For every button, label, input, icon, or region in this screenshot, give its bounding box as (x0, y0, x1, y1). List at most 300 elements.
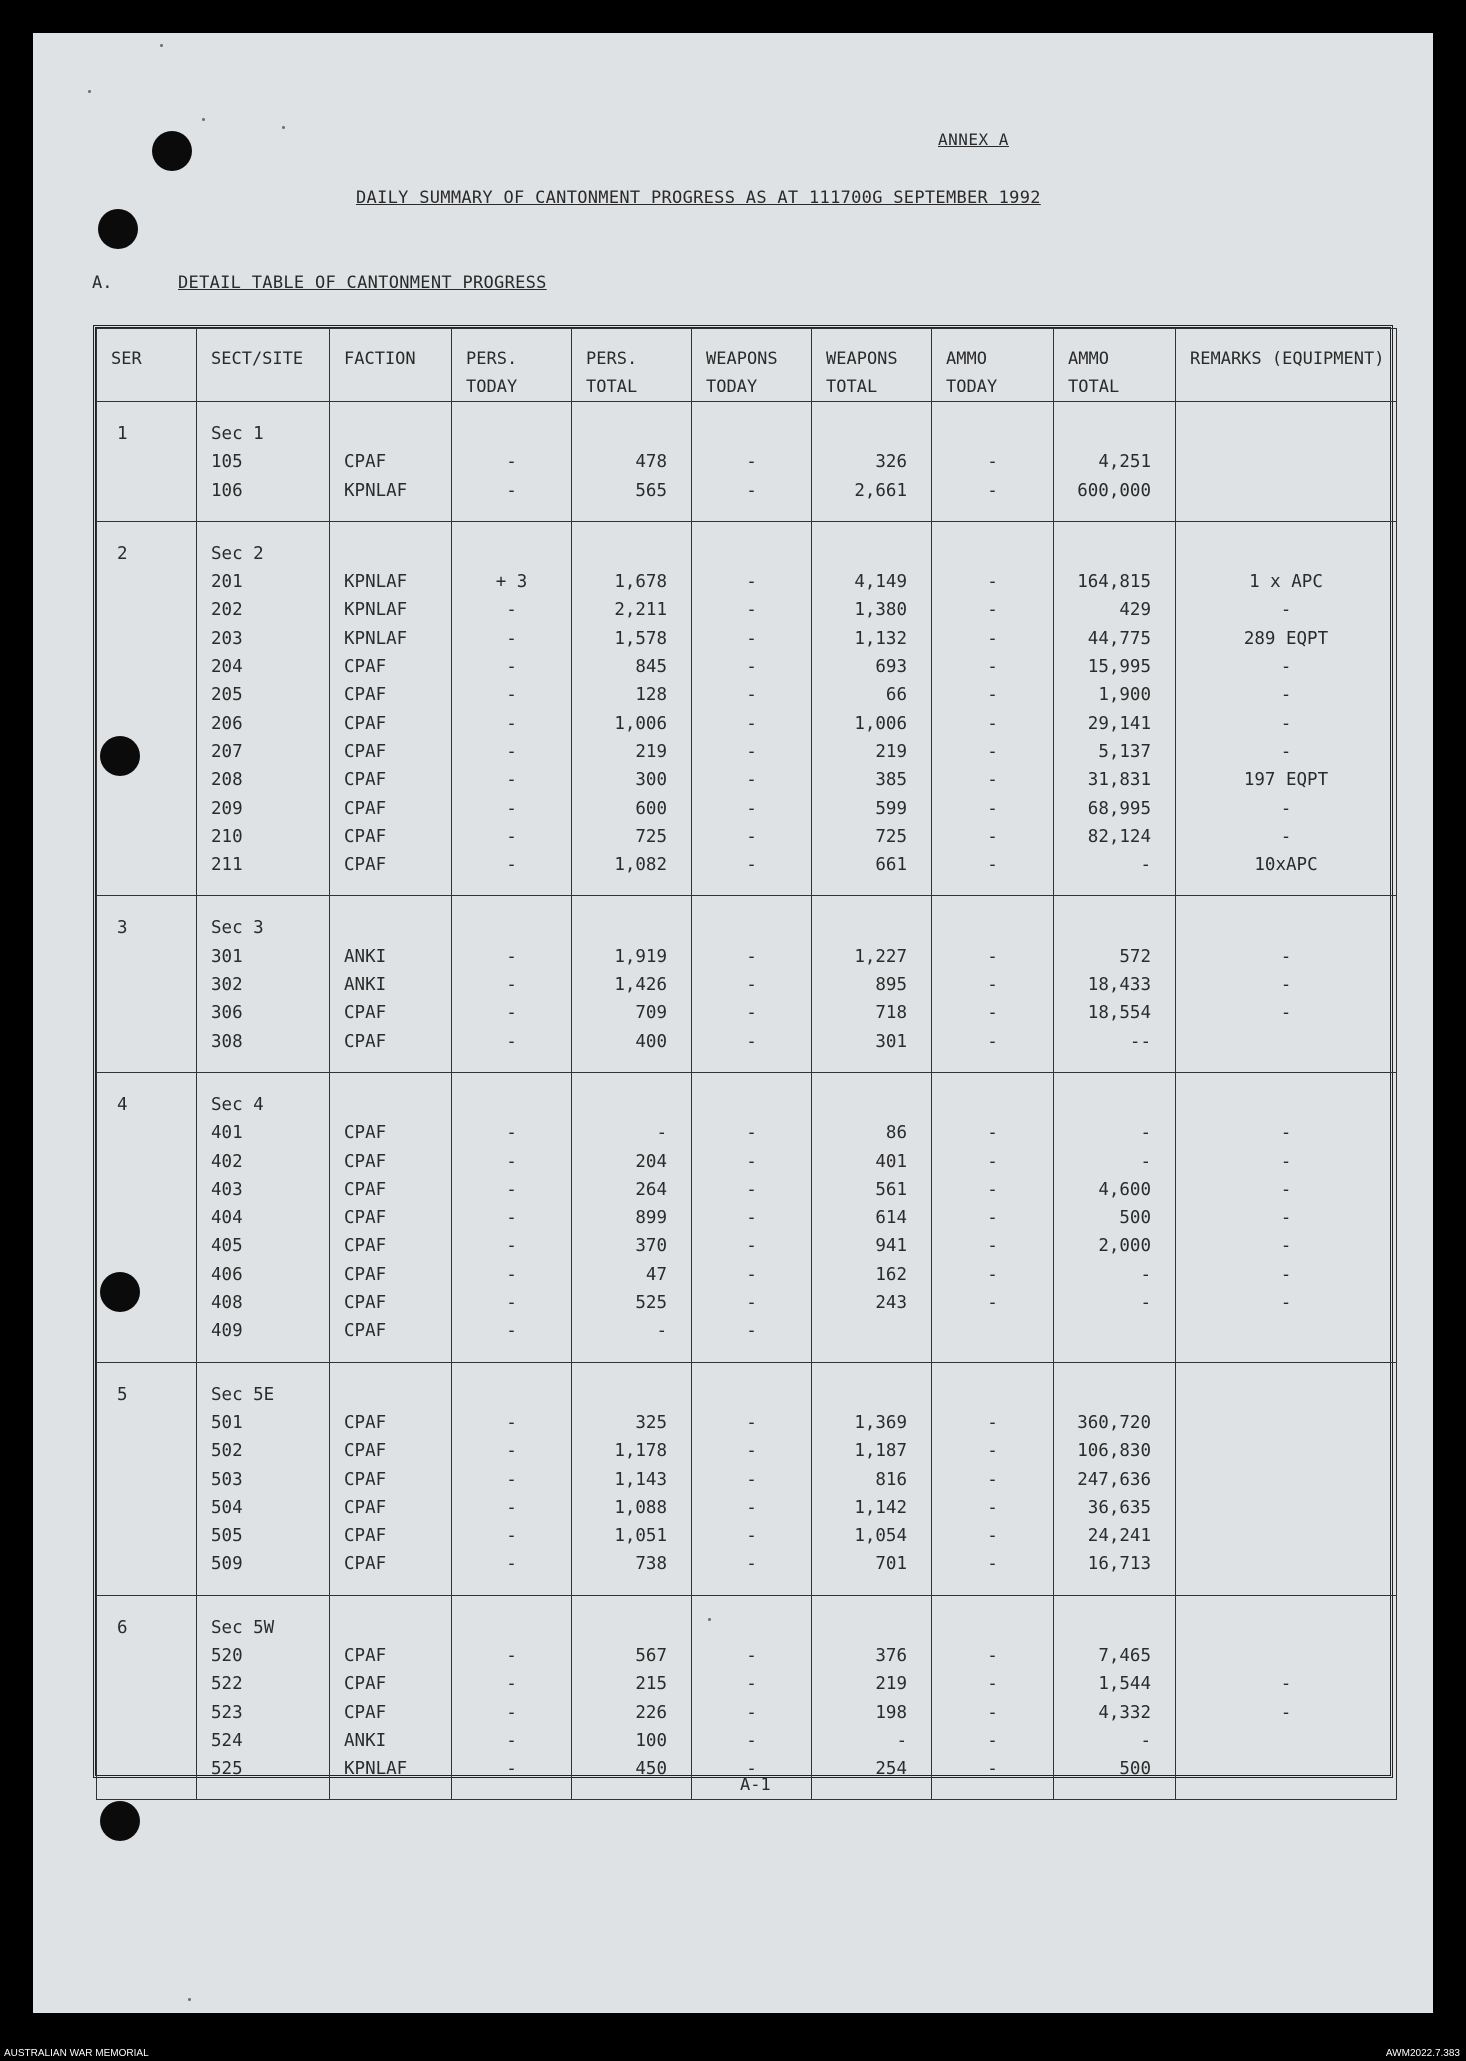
cell-weapons-today: - (746, 1645, 757, 1666)
spacer-line (692, 1091, 811, 1119)
cell-ammo-today: - (987, 975, 998, 996)
cell-pers-total: 1,143 (614, 1469, 667, 1490)
cell-ammo-today: - (987, 572, 998, 593)
cell-remarks-column (1176, 521, 1397, 896)
cell-site: 204 (211, 657, 243, 678)
cell-site: 524 (211, 1730, 243, 1751)
cell-faction: ANKI (344, 946, 387, 967)
spacer-line (572, 1381, 691, 1409)
spacer-line (932, 420, 1053, 448)
cell-faction: CPAF (344, 452, 387, 473)
cell-pers-total: 1,426 (614, 975, 667, 996)
cell-weapons-total: 301 (875, 1031, 907, 1052)
cell-pers-total: 565 (635, 480, 667, 501)
cell-pers-today: - (506, 1526, 517, 1547)
spacer-line (692, 914, 811, 942)
cell-ammo-today: - (987, 798, 998, 819)
cell-remarks-column (1176, 1595, 1397, 1800)
table-row-group (97, 1072, 1397, 1362)
cell-site: 105 (211, 452, 243, 473)
cell-pers-total: 215 (635, 1674, 667, 1695)
cell-ser (97, 896, 197, 1072)
cell-faction: CPAF (344, 1264, 387, 1285)
cell-pers-today: - (506, 770, 517, 791)
cell-site-column (197, 1362, 330, 1595)
cell-ammo-total-column (1054, 896, 1176, 1072)
cell-ammo-total: 1,900 (1098, 685, 1151, 706)
spacer-line (692, 540, 811, 568)
cell-pers-total: 1,678 (614, 572, 667, 593)
cell-ammo-today: - (987, 1151, 998, 1172)
cell-weapons-total (812, 1317, 931, 1345)
cell-site: 408 (211, 1293, 243, 1314)
cell-weapons-total: 2,661 (854, 480, 907, 501)
cell-weapons-today: - (746, 1702, 757, 1723)
cell-pers-today: - (506, 1674, 517, 1695)
cell-ammo-total: 360,720 (1077, 1412, 1151, 1433)
cell-ammo-total: 106,830 (1077, 1441, 1151, 1462)
spacer-line (572, 540, 691, 568)
cell-pers-total: 300 (635, 770, 667, 791)
cell-site: 208 (211, 770, 243, 791)
cell-ammo-today: - (987, 1264, 998, 1285)
cell-faction: KPNLAF (344, 480, 408, 501)
cell-weapons-total-column (812, 1072, 932, 1362)
cell-weapons-today: - (746, 657, 757, 678)
cell-pers-total: 264 (635, 1179, 667, 1200)
cell-weapons-today: - (746, 770, 757, 791)
cell-ammo-today: - (987, 1179, 998, 1200)
cell-pers-total: 525 (635, 1293, 667, 1314)
sector-label: Sec 2 (211, 543, 264, 564)
cell-ammo-total: 500 (1119, 1208, 1151, 1229)
cell-ammo-today: - (987, 946, 998, 967)
cell-faction: CPAF (344, 1497, 387, 1518)
cell-ammo-today: - (987, 657, 998, 678)
cell-ammo-today: - (987, 1236, 998, 1257)
cell-ammo-total: - (1140, 1293, 1151, 1314)
cell-pers-today: - (506, 628, 517, 649)
cell-weapons-total-column (812, 1362, 932, 1595)
spacer-line (1176, 1614, 1396, 1642)
cell-ammo-today (932, 1317, 1053, 1345)
cell-remarks (1176, 1522, 1396, 1550)
cell-weapons-today-column (692, 521, 812, 896)
cell-remarks (1176, 448, 1396, 476)
cell-remarks-column (1176, 1072, 1397, 1362)
spacer-line (1054, 1614, 1175, 1642)
cell-weapons-total: 254 (875, 1759, 907, 1780)
cell-ammo-total: 24,241 (1087, 1526, 1151, 1547)
section-letter: A. (92, 273, 113, 293)
cell-pers-today: - (506, 452, 517, 473)
cell-weapons-today: - (746, 1674, 757, 1695)
ser-number: 5 (117, 1384, 128, 1405)
cell-ammo-today-column (932, 896, 1054, 1072)
header-row (97, 329, 1397, 402)
cell-pers-total: 1,578 (614, 628, 667, 649)
cell-remarks: - (1280, 713, 1292, 734)
cell-weapons-total: 66 (885, 685, 907, 706)
cell-weapons-today: - (746, 798, 757, 819)
cell-site: 106 (211, 480, 243, 501)
cell-faction-column (330, 1072, 452, 1362)
cell-pers-today: - (506, 1497, 517, 1518)
table-row-group (97, 402, 1397, 522)
cell-ammo-total-column (1054, 1362, 1176, 1595)
cell-weapons-total: 816 (875, 1469, 907, 1490)
cell-pers-total-column (572, 1072, 692, 1362)
cell-weapons-total: 561 (875, 1179, 907, 1200)
cell-site: 402 (211, 1151, 243, 1172)
cell-site: 210 (211, 826, 243, 847)
cell-faction: CPAF (344, 685, 387, 706)
paper-speck (88, 90, 91, 93)
cell-ammo-today: - (987, 1031, 998, 1052)
cell-weapons-total: 693 (875, 657, 907, 678)
cell-faction: CPAF (344, 1179, 387, 1200)
cell-weapons-today-column (692, 402, 812, 522)
spacer-line (812, 540, 931, 568)
cell-faction: CPAF (344, 1674, 387, 1695)
paper-speck (160, 44, 163, 47)
cell-ammo-today: - (987, 685, 998, 706)
cell-pers-today: - (506, 946, 517, 967)
cell-pers-today: - (506, 1759, 517, 1780)
cell-ammo-total-column (1054, 1072, 1176, 1362)
cell-remarks: - (1280, 946, 1292, 967)
cell-faction: CPAF (344, 855, 387, 876)
spacer-line (812, 420, 931, 448)
cell-weapons-today: - (746, 1730, 757, 1751)
cell-pers-today: - (506, 975, 517, 996)
cell-ser (97, 1362, 197, 1595)
cell-pers-total: 709 (635, 1003, 667, 1024)
cell-site: 209 (211, 798, 243, 819)
cell-weapons-today-column (692, 1072, 812, 1362)
cell-pers-today-column (452, 1072, 572, 1362)
cell-pers-total: 1,051 (614, 1526, 667, 1547)
cell-weapons-total: 219 (875, 741, 907, 762)
cell-site: 306 (211, 1003, 243, 1024)
cell-pers-total: 1,088 (614, 1497, 667, 1518)
cell-ammo-total: 68,995 (1087, 798, 1151, 819)
cell-ammo-total: -- (1129, 1031, 1151, 1052)
spacer-line (1054, 420, 1175, 448)
table-row-group (97, 896, 1397, 1072)
cell-remarks: - (1280, 657, 1292, 678)
cell-ammo-total: 429 (1119, 600, 1151, 621)
cell-remarks: - (1280, 1179, 1292, 1200)
punch-hole (100, 1801, 140, 1841)
cell-pers-total-column (572, 896, 692, 1072)
cell-site: 504 (211, 1497, 243, 1518)
cell-weapons-total: 941 (875, 1236, 907, 1257)
spacer-line (932, 540, 1053, 568)
cell-site: 406 (211, 1264, 243, 1285)
cell-ammo-total: 82,124 (1087, 826, 1151, 847)
cell-ammo-today: - (987, 1293, 998, 1314)
cell-pers-total: 725 (635, 826, 667, 847)
footer-left: AUSTRALIAN WAR MEMORIAL (4, 2048, 149, 2059)
paper-speck (202, 118, 205, 121)
cell-pers-total: 450 (635, 1759, 667, 1780)
cell-pers-today: - (506, 480, 517, 501)
cell-weapons-total-column (812, 402, 932, 522)
cell-pers-total: 2,211 (614, 600, 667, 621)
header-sect-site: SECT/SITE (197, 329, 330, 402)
cell-remarks: 10xAPC (1254, 855, 1318, 876)
cell-weapons-today: - (746, 855, 757, 876)
cell-weapons-today: - (746, 628, 757, 649)
spacer-line (572, 420, 691, 448)
cell-weapons-today: - (746, 1031, 757, 1052)
cell-ammo-total: 18,554 (1087, 1003, 1151, 1024)
cell-pers-today: - (506, 1412, 517, 1433)
cell-remarks: - (1280, 1208, 1292, 1229)
cell-site: 520 (211, 1645, 243, 1666)
cell-pers-today-column (452, 1595, 572, 1800)
cell-remarks (1176, 1466, 1396, 1494)
cell-weapons-total: 376 (875, 1645, 907, 1666)
spacer-line (1054, 540, 1175, 568)
cell-faction-column (330, 1362, 452, 1595)
cell-pers-today: - (506, 600, 517, 621)
cell-ammo-total: 5,137 (1098, 741, 1151, 762)
cell-weapons-total: 219 (875, 1674, 907, 1695)
cell-remarks: - (1280, 685, 1292, 706)
cell-ammo-today: - (987, 826, 998, 847)
cell-ammo-today-column (932, 1595, 1054, 1800)
cell-ammo-total: - (1140, 1730, 1151, 1751)
cell-pers-today: - (506, 1702, 517, 1723)
cell-ammo-total: 247,636 (1077, 1469, 1151, 1490)
cell-weapons-today: - (746, 480, 757, 501)
header-pers-today: PERS. TODAY (452, 329, 572, 402)
cell-faction: KPNLAF (344, 1759, 408, 1780)
cell-site: 203 (211, 628, 243, 649)
cell-pers-total: - (656, 1321, 667, 1342)
cell-pers-total: - (656, 1123, 667, 1144)
cell-remarks: - (1280, 1293, 1292, 1314)
cell-remarks (1176, 1550, 1396, 1578)
cell-remarks: - (1280, 1702, 1292, 1723)
cell-pers-total: 128 (635, 685, 667, 706)
cell-weapons-total-column (812, 521, 932, 896)
spacer-line (932, 914, 1053, 942)
cell-ammo-today-column (932, 1072, 1054, 1362)
cell-faction-column (330, 1595, 452, 1800)
cell-weapons-today: - (746, 1469, 757, 1490)
cell-ammo-today: - (987, 452, 998, 473)
cell-pers-today: - (506, 1645, 517, 1666)
cell-remarks (1176, 1409, 1396, 1437)
cell-faction: KPNLAF (344, 628, 408, 649)
cell-weapons-total-column (812, 1595, 932, 1800)
spacer-line (572, 1614, 691, 1642)
cell-ammo-total: 164,815 (1077, 572, 1151, 593)
spacer-line (692, 1381, 811, 1409)
cell-weapons-today: - (746, 713, 757, 734)
spacer-line (330, 914, 451, 942)
cell-remarks: - (1280, 1236, 1292, 1257)
cell-weapons-total: 4,149 (854, 572, 907, 593)
cell-ammo-today: - (987, 1645, 998, 1666)
cell-remarks (1176, 1494, 1396, 1522)
cell-ammo-total: 16,713 (1087, 1554, 1151, 1575)
header-weapons-today: WEAPONS TODAY (692, 329, 812, 402)
cell-remarks (1176, 477, 1396, 505)
cell-weapons-today: - (746, 1236, 757, 1257)
cell-weapons-today: - (746, 826, 757, 847)
cell-ammo-today: - (987, 1730, 998, 1751)
cell-pers-today: - (506, 741, 517, 762)
cell-ammo-today: - (987, 1497, 998, 1518)
cell-ser (97, 521, 197, 896)
cell-remarks-column (1176, 402, 1397, 522)
spacer-line (572, 914, 691, 942)
header-ser: SER (97, 329, 197, 402)
cell-faction: CPAF (344, 1003, 387, 1024)
cell-ammo-today: - (987, 1441, 998, 1462)
cell-faction: ANKI (344, 975, 387, 996)
cell-pers-total-column (572, 1595, 692, 1800)
cell-pers-today-column (452, 896, 572, 1072)
cell-faction: CPAF (344, 1236, 387, 1257)
cell-weapons-today: - (746, 1123, 757, 1144)
cell-remarks: - (1280, 1264, 1292, 1285)
cell-pers-total: 1,082 (614, 855, 667, 876)
cell-site: 501 (211, 1412, 243, 1433)
cell-weapons-total: 725 (875, 826, 907, 847)
cell-remarks: 1 x APC (1249, 572, 1323, 593)
cell-ammo-total: - (1140, 855, 1151, 876)
document-title: DAILY SUMMARY OF CANTONMENT PROGRESS AS AT 111700G SEPTEMBER 1992 (356, 188, 1041, 208)
spacer-line (452, 540, 571, 568)
cell-ammo-today: - (987, 1003, 998, 1024)
cell-ammo-today: - (987, 741, 998, 762)
cell-weapons-today: - (746, 452, 757, 473)
cell-weapons-total: 701 (875, 1554, 907, 1575)
spacer-line (932, 1381, 1053, 1409)
table-body (97, 402, 1397, 1800)
cell-pers-today: - (506, 685, 517, 706)
cell-faction: CPAF (344, 1441, 387, 1462)
spacer-line (452, 1091, 571, 1119)
cell-ammo-total: 31,831 (1087, 770, 1151, 791)
spacer-line (1054, 1091, 1175, 1119)
cell-site-column (197, 402, 330, 522)
cell-ammo-today: - (987, 1674, 998, 1695)
cell-remarks: - (1280, 1123, 1292, 1144)
cell-site: 401 (211, 1123, 243, 1144)
cell-weapons-total: 1,132 (854, 628, 907, 649)
cell-weapons-today: - (746, 1412, 757, 1433)
cell-pers-total: 100 (635, 1730, 667, 1751)
cell-ammo-today: - (987, 770, 998, 791)
cell-remarks: 197 EQPT (1243, 770, 1329, 791)
cell-remarks: - (1280, 798, 1292, 819)
cell-pers-total: 567 (635, 1645, 667, 1666)
cell-ammo-total: 4,600 (1098, 1179, 1151, 1200)
cell-weapons-total: 1,187 (854, 1441, 907, 1462)
cell-ammo-today: - (987, 713, 998, 734)
annex-label: ANNEX A (938, 130, 1009, 149)
cell-pers-today: - (506, 1554, 517, 1575)
cell-weapons-total: 614 (875, 1208, 907, 1229)
cell-ammo-total: 572 (1119, 946, 1151, 967)
cell-weapons-today: - (746, 975, 757, 996)
cell-weapons-today: - (746, 1293, 757, 1314)
header-pers-total: PERS. TOTAL (572, 329, 692, 402)
cell-ammo-total: - (1140, 1123, 1151, 1144)
cantonment-table-frame (93, 325, 1393, 1778)
table-row-group (97, 1595, 1397, 1800)
cell-faction: CPAF (344, 1702, 387, 1723)
cell-ammo-today: - (987, 855, 998, 876)
cell-remarks (1176, 1755, 1396, 1783)
cell-faction: CPAF (344, 713, 387, 734)
cell-pers-today: - (506, 1151, 517, 1172)
spacer-line (330, 420, 451, 448)
cell-faction: CPAF (344, 1208, 387, 1229)
cell-site: 403 (211, 1179, 243, 1200)
ser-number: 6 (117, 1617, 128, 1638)
spacer-line (452, 1614, 571, 1642)
cell-pers-total: 400 (635, 1031, 667, 1052)
cell-faction-column (330, 896, 452, 1072)
cell-site-column (197, 1072, 330, 1362)
spacer-line (1176, 420, 1396, 448)
cell-pers-today: - (506, 1123, 517, 1144)
cell-weapons-today: - (746, 600, 757, 621)
cell-weapons-total-column (812, 896, 932, 1072)
cell-ammo-today: - (987, 1123, 998, 1144)
cell-faction: CPAF (344, 1031, 387, 1052)
cell-pers-total: 738 (635, 1554, 667, 1575)
spacer-line (330, 1614, 451, 1642)
cell-pers-today-column (452, 402, 572, 522)
cell-pers-total: 899 (635, 1208, 667, 1229)
cell-weapons-total: 1,227 (854, 946, 907, 967)
cell-weapons-today-column (692, 896, 812, 1072)
spacer-line (692, 1614, 811, 1642)
footer-right: AWM2022.7.383 (1385, 2048, 1460, 2059)
cell-weapons-total: 326 (875, 452, 907, 473)
section-title: DETAIL TABLE OF CANTONMENT PROGRESS (178, 273, 547, 293)
cell-faction: CPAF (344, 798, 387, 819)
cell-ammo-today: - (987, 1526, 998, 1547)
sector-label: Sec 3 (211, 918, 264, 939)
cell-weapons-total: - (896, 1730, 907, 1751)
cell-faction: CPAF (344, 1293, 387, 1314)
cell-pers-total: 219 (635, 741, 667, 762)
cell-weapons-total: 1,054 (854, 1526, 907, 1547)
spacer-line (1054, 914, 1175, 942)
cell-weapons-today: - (746, 1526, 757, 1547)
cell-pers-today: + 3 (495, 572, 528, 593)
cell-pers-total: 370 (635, 1236, 667, 1257)
cell-weapons-today: - (746, 1264, 757, 1285)
cell-ammo-total: 18,433 (1087, 975, 1151, 996)
cell-weapons-today-column (692, 1362, 812, 1595)
cell-remarks (1176, 1642, 1396, 1670)
cell-weapons-total: 599 (875, 798, 907, 819)
ser-number: 2 (117, 543, 128, 564)
spacer-line (452, 914, 571, 942)
cell-pers-total: 478 (635, 452, 667, 473)
cell-pers-today-column (452, 1362, 572, 1595)
